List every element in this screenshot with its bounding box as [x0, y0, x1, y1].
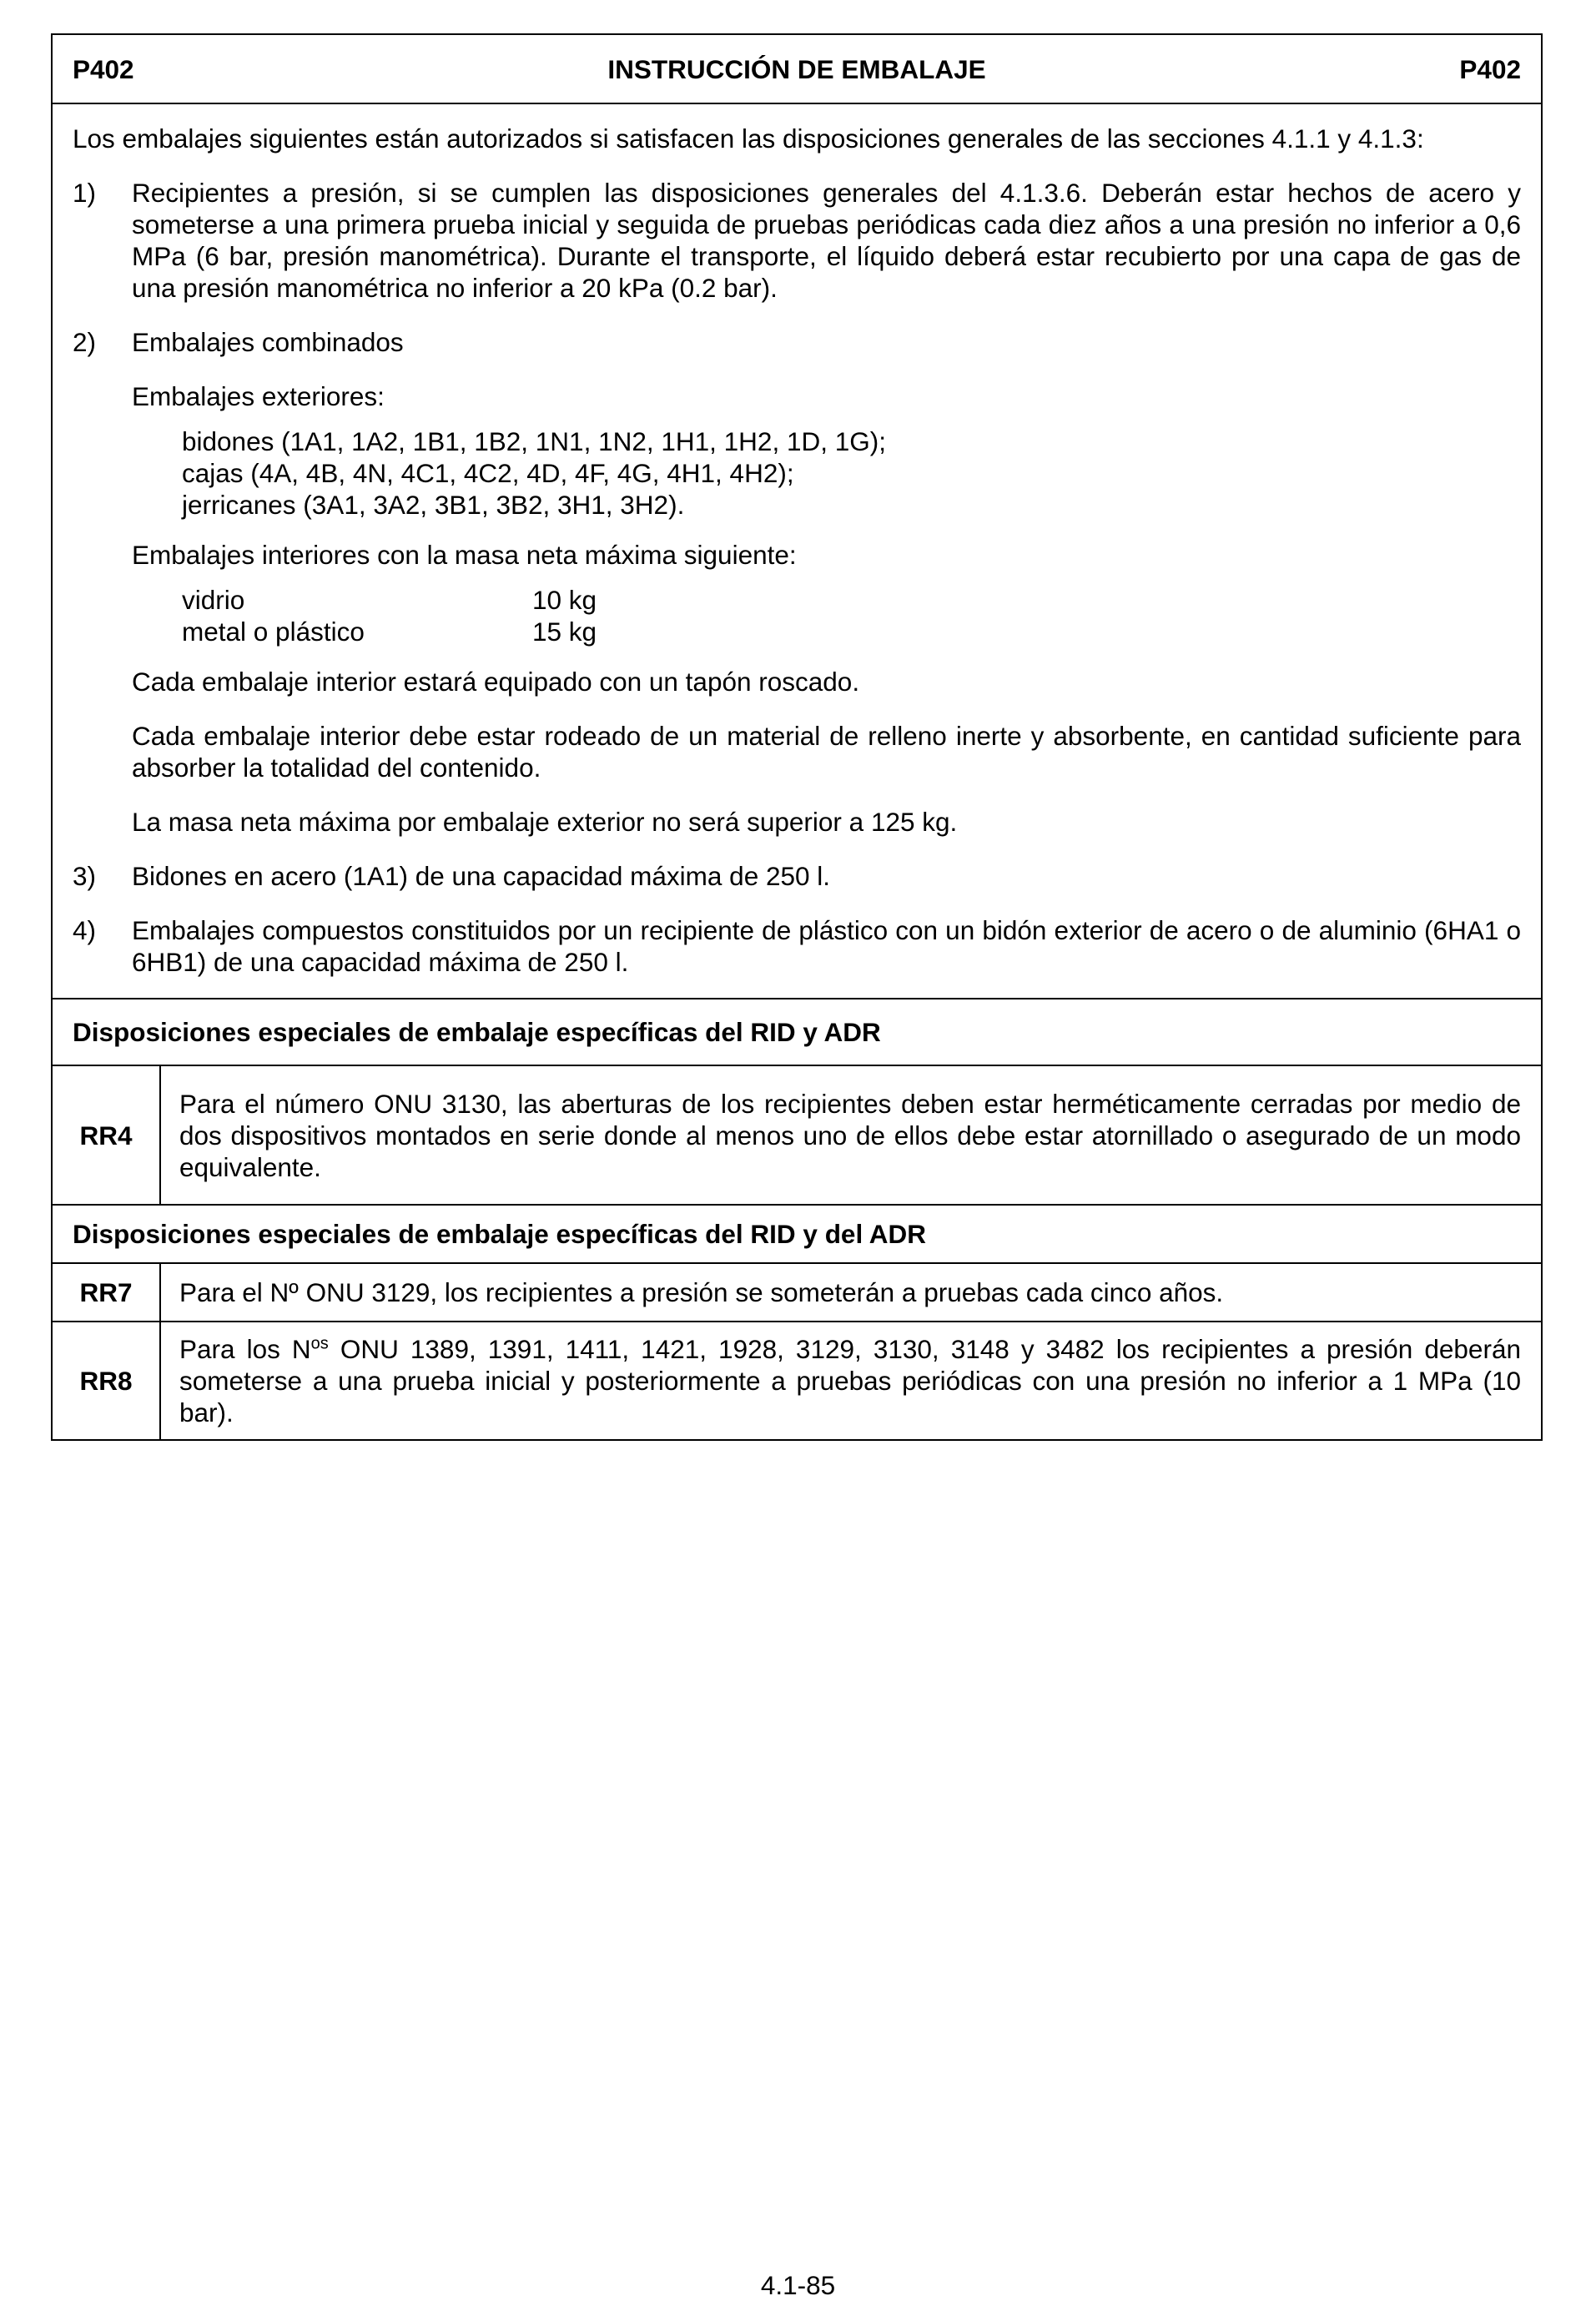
provision-text-start: Para los N — [179, 1334, 311, 1364]
page-number: 4.1-85 — [760, 2270, 836, 2300]
item-text: Embalajes compuestos constituidos por un recipiente de plástico con un bidón exterior de acero o de aluminio (6HA1 o 6HB1) de una capacidad máxima de 250 l. — [132, 915, 1521, 977]
item-text: Embalajes combinados — [132, 327, 404, 357]
provision-code: RR4 — [53, 1066, 161, 1204]
provision-text — [161, 1066, 1541, 1204]
provision-text — [161, 1264, 1541, 1321]
note-mass: La masa neta máxima por embalaje exterior no será superior a 125 kg. — [132, 807, 958, 837]
list-item: jerricanes (3A1, 3A2, 3B1, 3B2, 3H1, 3H2). — [182, 490, 685, 520]
provision-text — [161, 1322, 1541, 1439]
intro-paragraph: Los embalajes siguientes están autorizados si satisfacen las disposiciones generales de las secciones 4.1.1 y 4.1.3: — [73, 123, 1424, 154]
list-item-2 — [73, 326, 1521, 358]
main-content — [53, 104, 1541, 999]
item-text: Bidones en acero (1A1) de una capacidad máxima de 250 l. — [132, 861, 831, 891]
item-number: 3) — [73, 861, 97, 891]
superscript-os: os — [310, 1334, 329, 1353]
item-number: 4) — [73, 915, 97, 945]
list-item-3 — [73, 860, 1521, 892]
special-provision-rr7 — [53, 1264, 1541, 1322]
provision-code: RR8 — [53, 1322, 161, 1439]
table-row — [182, 616, 1521, 647]
outer-packaging-list — [73, 425, 1521, 521]
instruction-code-right: P402 — [1459, 53, 1521, 84]
item-number: 2) — [73, 327, 97, 357]
note-fill: Cada embalaje interior debe estar rodeado de un material de relleno inerte y absorbente, en cantidad suficiente para absorber la totalidad del contenido. — [132, 721, 1521, 783]
list-item: bidones (1A1, 1A2, 1B1, 1B2, 1N1, 1N2, 1H1, 1H2, 1D, 1G); — [182, 426, 886, 456]
provision-text-content — [179, 1333, 1521, 1428]
list-item: cajas (4A, 4B, 4N, 4C1, 4C2, 4D, 4F, 4G, 4H1, 4H2); — [182, 458, 794, 488]
provision-text-rest: ONU 1389, 1391, 1411, 1421, 1928, 3129, 3130, 3148 y 3482 los recipientes a presión deberán someterse a una prueba inicial y posteriormente a pruebas periódicas con una presión no inferior a 1 MPa (10 bar). — [179, 1334, 1521, 1427]
instruction-code-left: P402 — [73, 53, 134, 84]
item-number: 1) — [73, 178, 97, 208]
instruction-title: INSTRUCCIÓN DE EMBALAJE — [607, 53, 986, 84]
header-row — [53, 35, 1541, 104]
list-item-1 — [73, 177, 1521, 304]
item-text: Recipientes a presión, si se cumplen las disposiciones generales del 4.1.3.6. Deberán estar hechos de acero y someterse a una primera prueba inicial y seguida de pruebas periódicas cada diez años a una presión no inferior a 0,6 MPa (6 bar, presión manométrica). Durante el transporte, el líquido deberá estar recubierto por una capa de gas de una presión manométrica no inferior a 20 kPa (0.2 bar). — [132, 178, 1521, 303]
list-item-4 — [73, 914, 1521, 978]
mass-cell: 10 kg — [532, 585, 597, 615]
material-cell: metal o plástico — [182, 617, 365, 647]
note-cap: Cada embalaje interior estará equipado con un tapón roscado. — [132, 667, 860, 697]
inner-packaging-label: Embalajes interiores con la masa neta máxima siguiente: — [132, 540, 797, 570]
table-row — [182, 584, 1521, 616]
special-provisions-heading-2: Disposiciones especiales de embalaje específicas del RID y del ADR — [53, 1206, 1541, 1264]
provision-text-content: Para el Nº ONU 3129, los recipientes a presión se someterán a pruebas cada cinco años. — [179, 1277, 1224, 1307]
mass-cell: 15 kg — [532, 617, 597, 647]
material-cell: vidrio — [182, 585, 245, 615]
packing-instruction-table — [51, 33, 1543, 1441]
inner-mass-table — [73, 584, 1521, 647]
special-provisions-heading-1: Disposiciones especiales de embalaje específicas del RID y ADR — [53, 999, 1541, 1066]
provision-text-content: Para el número ONU 3130, las aberturas de los recipientes deben estar herméticamente cerradas por medio de dos dispositivos montados en serie donde al menos uno de ellos debe estar atornillado o asegurado de un modo equivalente. — [179, 1088, 1521, 1182]
outer-packaging-label: Embalajes exteriores: — [132, 381, 385, 411]
provision-code: RR7 — [53, 1264, 161, 1321]
special-provision-rr8 — [53, 1322, 1541, 1439]
special-provision-rr4 — [53, 1066, 1541, 1206]
